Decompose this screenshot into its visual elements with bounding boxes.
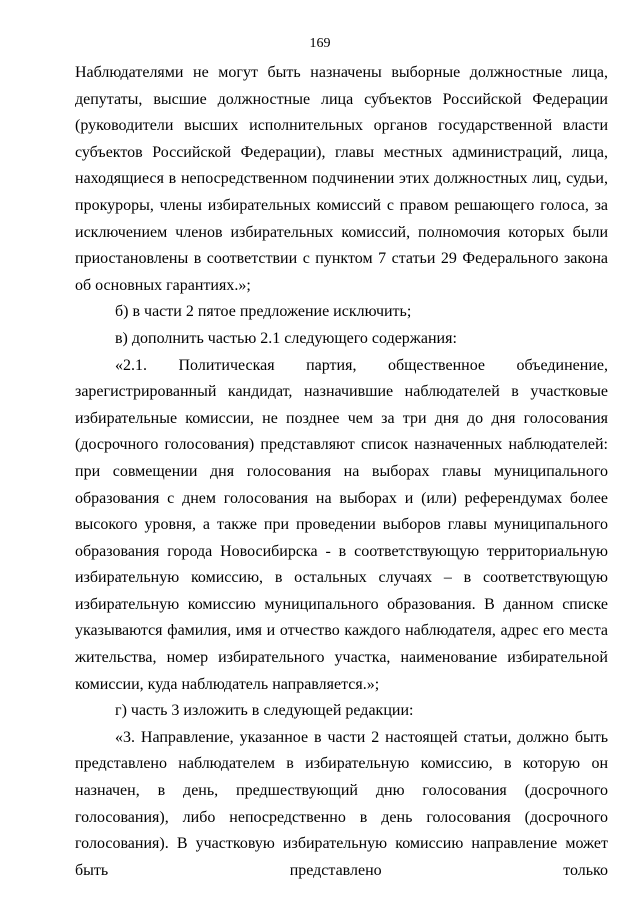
paragraph-item-v: в) дополнить частью 2.1 следующего содержания: — [115, 329, 457, 347]
document-body — [75, 60, 608, 884]
page-number: 169 — [309, 36, 331, 51]
paragraph-part-2-1: «2.1. Политическая партия, общественное объединение, зарегистрированный кандидат, назначившие наблюдателей в участковые избирательные комиссии, не позднее чем за три дня до дня голосования (досрочного голосования) представляют список назначенных наблюдателей: при совмещении дня голосования на выборах главы муниципального образования с днем голосования на выборах и (или) референдумах более высокого уровня, а также при проведении выборов главы муниципального образования города Новосибирска - в соответствующую территориальную избирательную комиссию, в остальных случаях – в соответствующую избирательную комиссию муниципального образования. В данном списке указываются фамилия, имя и отчество каждого наблюдателя, адрес его места жительства, номер избирательного участка, наименование избирательной комиссии, куда наблюдатель направляется.»; — [75, 356, 608, 693]
paragraph-part-3: «3. Направление, указанное в части 2 настоящей статьи, должно быть представлено наблюдателем в избирательную комиссию, в которую он назначен, в день, предшествующий дню голосования (досрочного голосования), либо непосредственно в день голосования (досрочного голосования). В участковую избирательную комиссию направление может быть представлено только — [75, 728, 608, 879]
paragraph-item-g: г) часть 3 изложить в следующей редакции: — [115, 702, 414, 720]
paragraph-item-b: б) в части 2 пятое предложение исключить; — [115, 303, 412, 321]
paragraph-observers-restrictions: Наблюдателями не могут быть назначены выборные должностные лица, депутаты, высшие должностные лица субъектов Российской Федерации (руководители высших исполнительных органов государственной власти субъектов Российской Федерации), главы местных администраций, лица, находящиеся в непосредственном подчинении этих должностных лиц, судьи, прокуроры, члены избирательных комиссий с правом решающего голоса, за исключением членов избирательных комиссий, полномочия которых были приостановлены в соответствии с пунктом 7 статьи 29 Федерального закона об основных гарантиях.»; — [75, 64, 608, 294]
